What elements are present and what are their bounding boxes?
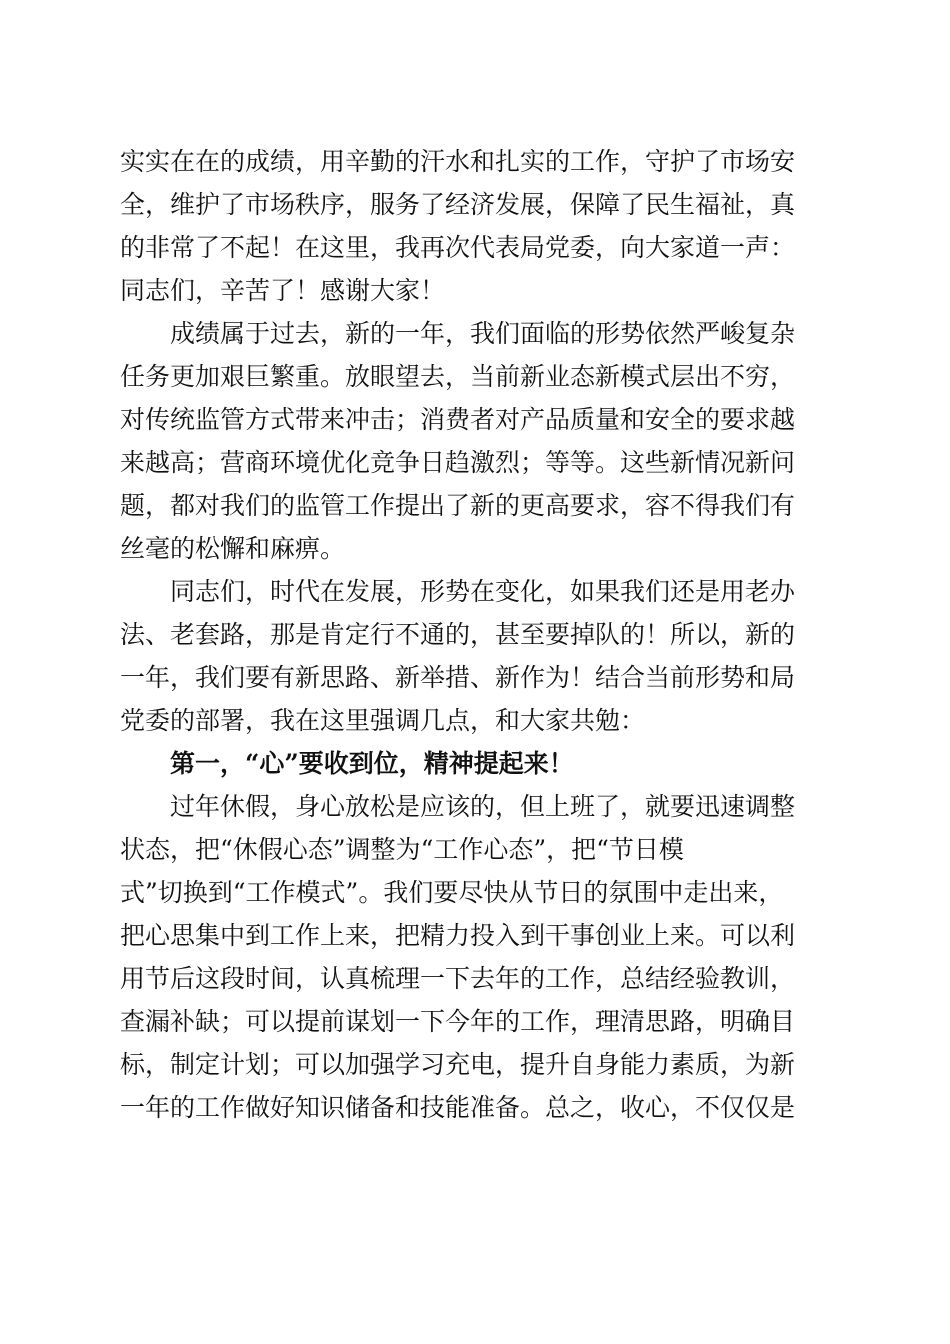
text-line: 党委的部署，我在这里强调几点，和大家共勉： [120,706,646,735]
paragraph-start-line: 同志们，时代在发展，形势在变化，如果我们还是用老办 [170,577,796,606]
text-line: 状态，把“休假心态”调整为“工作心态”，把“节日模 [120,835,684,864]
text-line: 实实在在的成绩，用辛勤的汗水和扎实的工作，守护了市场安 [120,147,796,176]
text-line: 的非常了不起！在这里，我再次代表局党委，向大家道一声： [120,233,796,262]
text-line: 标，制定计划；可以加强学习充电，提升自身能力素质，为新 [120,1050,796,1079]
text-line: 丝毫的松懈和麻痹。 [120,534,346,563]
text-line: 查漏补缺；可以提前谋划一下今年的工作，理清思路，明确目 [120,1007,796,1036]
text-line: 式”切换到“工作模式”。我们要尽快从节日的氛围中走出来， [120,878,784,907]
text-line: 任务更加艰巨繁重。放眼望去，当前新业态新模式层出不穷， [120,362,796,391]
text-line: 对传统监管方式带来冲击；消费者对产品质量和安全的要求越 [120,405,796,434]
section-heading: 第一，“心”要收到位，精神提起来！ [170,749,574,778]
text-line: 一年的工作做好知识储备和技能准备。总之，收心，不仅仅是 [120,1093,796,1122]
paragraph-start-line: 成绩属于过去，新的一年，我们面临的形势依然严峻复杂 [170,319,796,348]
text-line: 用节后这段时间，认真梳理一下去年的工作，总结经验教训， [120,964,796,993]
text-line: 同志们，辛苦了！感谢大家！ [120,276,446,305]
text-line: 法、老套路，那是肯定行不通的，甚至要掉队的！所以，新的 [120,620,796,649]
document-body [120,140,832,1129]
text-line: 把心思集中到工作上来，把精力投入到干事创业上来。可以利 [120,921,796,950]
paragraph-start-line: 过年休假，身心放松是应该的，但上班了，就要迅速调整 [170,792,796,821]
text-line: 全，维护了市场秩序，服务了经济发展，保障了民生福祉，真 [120,190,796,219]
text-line: 一年，我们要有新思路、新举措、新作为！结合当前形势和局 [120,663,796,692]
text-line: 来越高；营商环境优化竞争日趋激烈；等等。这些新情况新问 [120,448,796,477]
text-line: 题，都对我们的监管工作提出了新的更高要求，容不得我们有 [120,491,796,520]
